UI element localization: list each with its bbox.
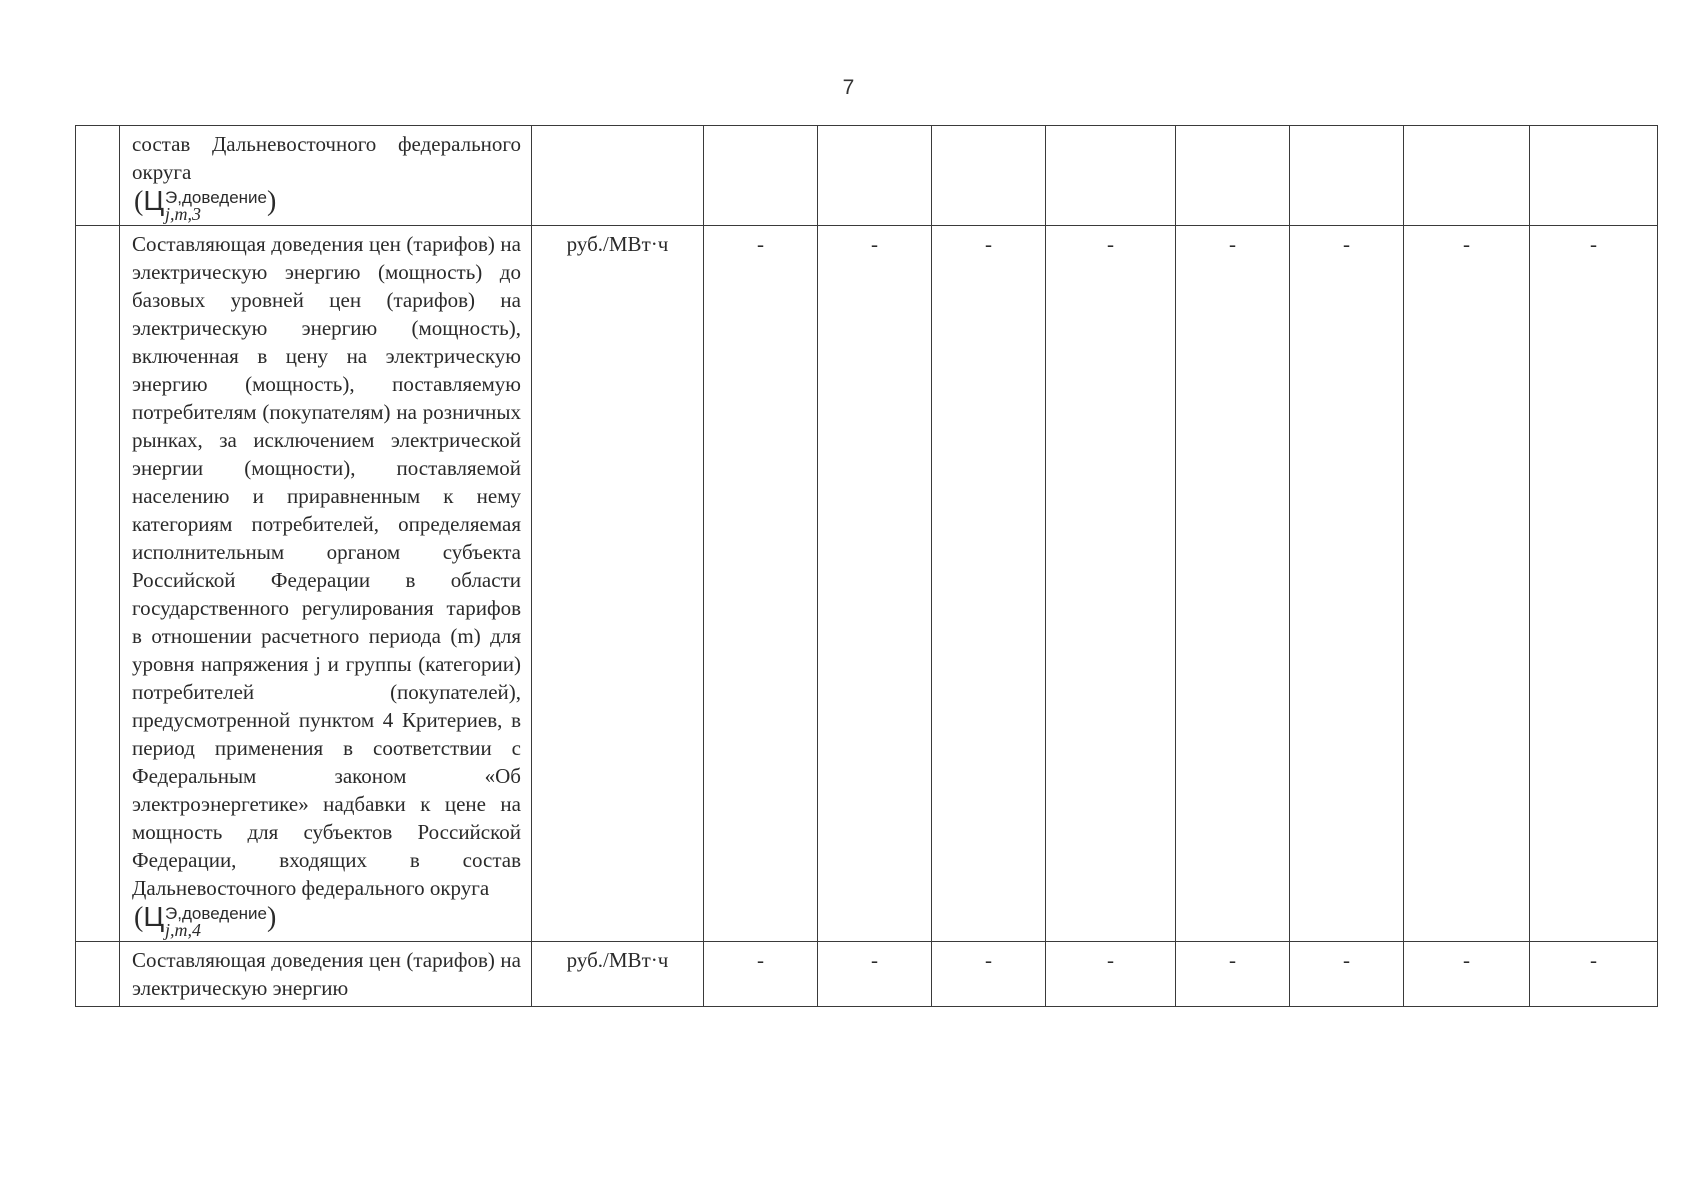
value-cell: - bbox=[1530, 942, 1658, 1007]
formula: (Ц Э,доведение j,m,3 ) bbox=[134, 185, 277, 224]
table-row bbox=[76, 126, 1658, 226]
formula-subscript: j,m,4 bbox=[165, 920, 202, 940]
value-cell: - bbox=[1404, 942, 1530, 1007]
unit-cell bbox=[532, 126, 704, 226]
value-cell: - bbox=[704, 226, 818, 942]
value-cell: - bbox=[932, 226, 1046, 942]
value-cell: - bbox=[1290, 942, 1404, 1007]
page-number: 7 bbox=[842, 76, 855, 99]
formula-symbol: Ц bbox=[143, 185, 165, 216]
unit-cell: руб./МВт·ч bbox=[532, 226, 704, 942]
value-cell bbox=[932, 126, 1046, 226]
description-text: Составляющая доведения цен (тарифов) на электрическую энергию bbox=[132, 948, 521, 1000]
value-cell: - bbox=[704, 942, 818, 1007]
table-row bbox=[76, 942, 1658, 1007]
value-cell bbox=[1176, 126, 1290, 226]
value-cell: - bbox=[1530, 226, 1658, 942]
value-cell: - bbox=[818, 226, 932, 942]
formula-symbol: Ц bbox=[143, 901, 165, 932]
row-number-cell bbox=[76, 126, 120, 226]
description-cell bbox=[120, 942, 532, 1007]
formula-superscript: Э,доведение bbox=[165, 188, 267, 207]
tariff-table bbox=[75, 125, 1658, 1007]
value-cell: - bbox=[1046, 942, 1176, 1007]
formula-superscript: Э,доведение bbox=[165, 904, 267, 923]
description-cell bbox=[120, 226, 532, 942]
value-cell: - bbox=[1404, 226, 1530, 942]
value-cell bbox=[704, 126, 818, 226]
value-cell bbox=[818, 126, 932, 226]
table-row bbox=[76, 226, 1658, 942]
description-cell bbox=[120, 126, 532, 226]
value-cell: - bbox=[932, 942, 1046, 1007]
formula: (Ц Э,доведение j,m,4 ) bbox=[134, 901, 277, 940]
value-cell bbox=[1404, 126, 1530, 226]
formula-subscript: j,m,3 bbox=[165, 204, 202, 224]
value-cell: - bbox=[1176, 226, 1290, 942]
value-cell: - bbox=[818, 942, 932, 1007]
value-cell: - bbox=[1290, 226, 1404, 942]
row-number-cell bbox=[76, 226, 120, 942]
row-number-cell bbox=[76, 942, 120, 1007]
value-cell: - bbox=[1046, 226, 1176, 942]
value-cell bbox=[1530, 126, 1658, 226]
value-cell bbox=[1290, 126, 1404, 226]
description-text: Составляющая доведения цен (тарифов) на электрическую энергию (мощность) до базовых уровней цен (тарифов) на электрическую энергию (мощность), включенная в цену на электрическую энергию (мощность), поставляемую потребителям (покупателям) на розничных рынках, за исключением электрической энергии (мощности), поставляемой населению и приравненным к нему категориям потребителей, определяемая исполнительным органом субъекта Российской Федерации в области государственного регулирования тарифов в отношении расчетного периода (m) для уровня напряжения j и группы (категории) потребителей (покупателей), предусмотренной пунктом 4 Критериев, в период применения в соответствии с Федеральным законом «Об электроэнергетике» надбавки к цене на мощность для субъектов Российской Федерации, входящих в состав Дальневосточного федерального округа bbox=[132, 232, 521, 900]
unit-cell: руб./МВт·ч bbox=[532, 942, 704, 1007]
value-cell: - bbox=[1176, 942, 1290, 1007]
value-cell bbox=[1046, 126, 1176, 226]
description-text: состав Дальневосточного федерального округа bbox=[132, 132, 521, 184]
